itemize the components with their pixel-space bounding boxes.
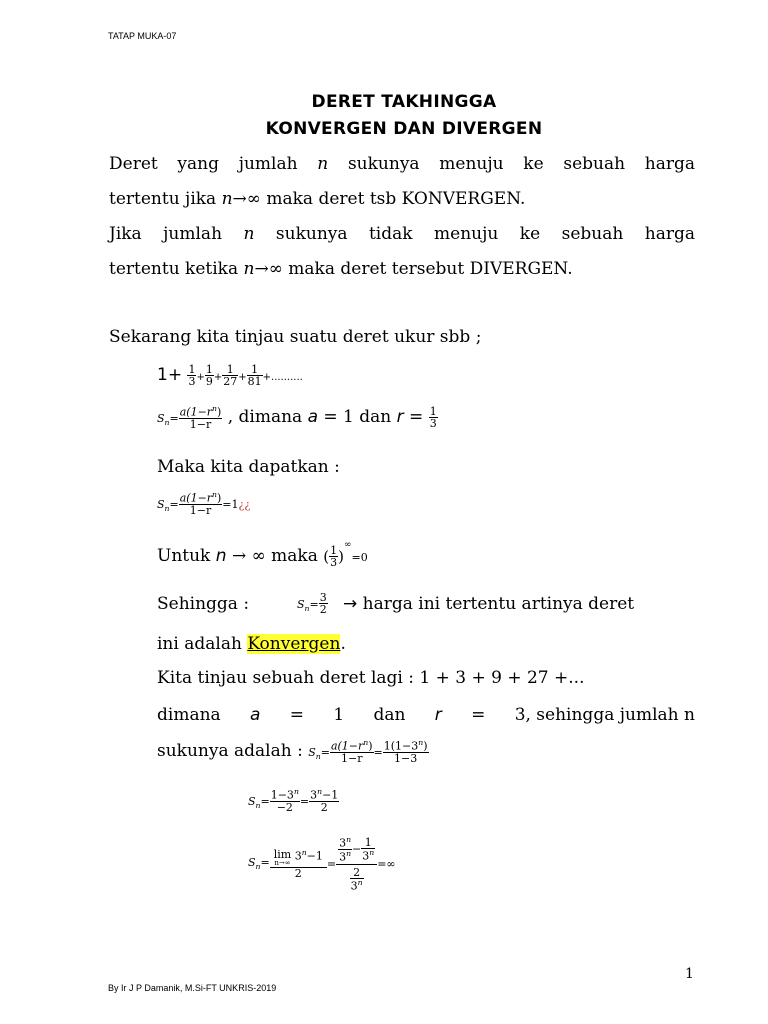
fraction: $\frac{1}{3}$ <box>188 363 196 388</box>
intro-text: Sekarang kita tinjau suatu deret ukur sbb ; <box>109 327 482 347</box>
right-arrow-icon: → <box>343 594 358 614</box>
fraction: $\frac{a(1-r^n)}{1-r}$ <box>179 490 222 517</box>
page-footer: By Ir J P Damanik, M.Si-FT UNKRIS-2019 <box>108 983 277 993</box>
fraction: $\frac{1}{81}$ <box>247 363 262 388</box>
limit-statement: Untuk n → ∞ maka ( $\frac{1}{3}$ )∞=0 <box>157 540 368 569</box>
fraction: $\frac{a(1-r^n)}{1-r}$ <box>330 738 373 765</box>
fraction: $\frac{1}{3}$ <box>429 404 437 430</box>
fraction: $\frac{1(1-3^n)}{1-3}$ <box>383 738 428 765</box>
fraction: $\frac{1-3^n}{-2}$ <box>270 787 299 814</box>
title-line-1: DERET TAKHINGGA <box>311 92 497 112</box>
sehingga-formula: $S_n=$ $\frac{3}{2}$ <box>297 591 327 616</box>
sehingga-line: Sehingga : <box>157 594 250 614</box>
fraction: $\frac{1}{3}$ <box>330 544 338 569</box>
paragraph-line: tertentu ketika n→∞ maka deret tersebut DIVERGEN. <box>109 259 573 279</box>
fraction: $\frac{1}{9}$ <box>205 363 213 388</box>
fraction: $\frac{3}{2}$ <box>319 591 327 616</box>
fraction: $\frac{a(1-r^n)}{1-r}$ <box>179 404 222 431</box>
limit-fraction: lim n→∞ $3^n-1$ 2 <box>270 849 327 879</box>
fraction: $\frac{3^n-1}{2}$ <box>310 787 339 814</box>
paragraph-line: Deret yang jumlah n sukunya menuju ke sebuah harga <box>109 154 695 174</box>
definition-paragraph <box>109 147 695 287</box>
sum-formula-3: $S_n=$ $\frac{1-3^n}{-2}$ = $\frac{3^n-1}{2}$ <box>248 787 339 814</box>
page-number: 1 <box>685 966 694 982</box>
paragraph-line: Jika jumlah n sukunya tidak menuju ke sebuah harga <box>109 224 695 244</box>
conclusion-text: ini adalah Konvergen. <box>157 634 346 654</box>
paragraph-line: tertentu jika n→∞ maka deret tsb KONVERGEN. <box>109 189 526 209</box>
title-line-2: KONVERGEN DAN DIVERGEN <box>265 119 543 139</box>
fraction: $\frac{1}{27}$ <box>223 363 238 388</box>
sukunya-formula: sukunya adalah : $S_n=$ $\frac{a(1-r^n)}{1-r}$ = $\frac{1(1-3^n)}{1-3}$ <box>157 738 428 765</box>
dimana-line: dimana a = 1 dan r = 3, sehingga jumlah n <box>157 705 695 725</box>
compound-fraction: $\frac{3^n}{3^n}$ − $\frac{1}{3^n}$ $\frac{2}{3^n}$ <box>336 836 377 892</box>
sehingga-text: → harga ini tertentu artinya deret <box>343 594 635 614</box>
series-2-text: Kita tinjau sebuah deret lagi : 1 + 3 + 9 + 27 +... <box>157 668 585 688</box>
sum-formula-2: $S_n=$ $\frac{a(1-r^n)}{1-r}$ =1¿¿ <box>157 490 251 517</box>
sum-formula-4: $S_n=$ lim n→∞ $3^n-1$ 2 = $\frac{3^n}{3^n}$ − $\frac{1}{3^n}$ $\frac{2}{3^n}$ =∞ <box>248 835 396 893</box>
maka-text: Maka kita dapatkan : <box>157 457 340 477</box>
series-1: 1+ $\frac{1}{3}$ + $\frac{1}{9}$ + $\frac{1}{27}$ + $\frac{1}{81}$ +.......... <box>157 363 303 388</box>
page-header: TATAP MUKA-07 <box>108 31 177 41</box>
sum-formula-1: $S_n=$ $\frac{a(1-r^n)}{1-r}$ , dimana a = 1 dan r = $\frac{1}{3}$ <box>157 404 437 431</box>
konvergen-highlight: Konvergen <box>247 634 341 654</box>
